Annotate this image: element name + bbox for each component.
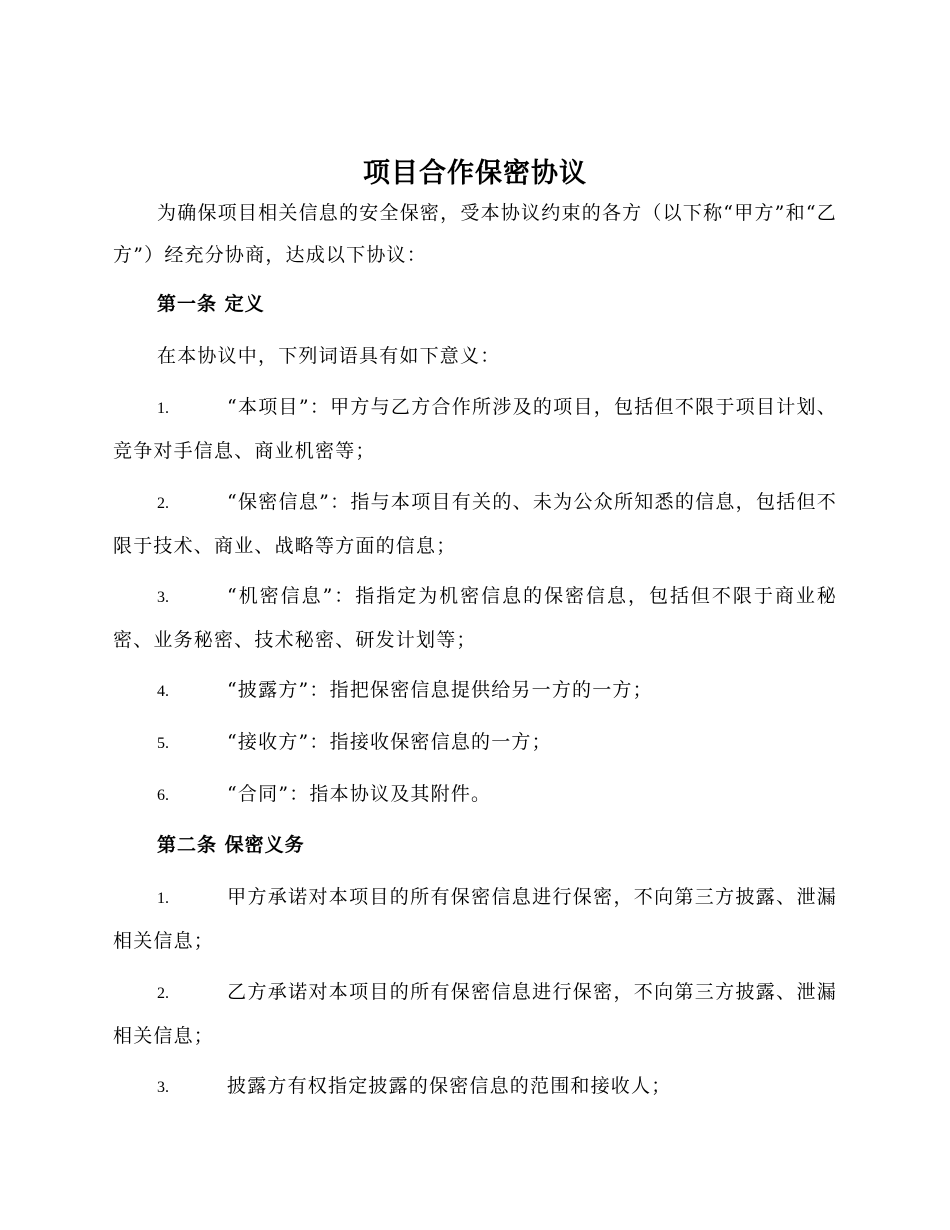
item-text: “本项目”：甲方与乙方合作所涉及的项目，包括但不限于项目计划、竞争对手信息、商业机密等； (113, 396, 837, 462)
item-text: 乙方承诺对本项目的所有保密信息进行保密，不向第三方披露、泄漏相关信息； (113, 981, 837, 1047)
item-number: 5. (157, 735, 169, 752)
item-number: 4. (157, 683, 169, 700)
item-number: 3. (157, 589, 169, 606)
section-1-item-1 (113, 386, 837, 472)
item-text: 披露方有权指定披露的保密信息的范围和接收人； (227, 1075, 672, 1097)
item-number: 1. (157, 890, 169, 907)
section-1-item-2 (113, 481, 837, 567)
section-2-heading: 第二条 保密义务 (157, 834, 305, 856)
item-number: 2. (157, 495, 169, 512)
item-text: “保密信息”：指与本项目有关的、未为公众所知悉的信息，包括但不限于技术、商业、战略等方面的信息； (113, 491, 837, 557)
item-text: “披露方”：指把保密信息提供给另一方的一方； (227, 679, 653, 701)
section-1-item-5 (113, 721, 837, 765)
section-2-item-2 (113, 971, 837, 1057)
item-number: 1. (157, 400, 169, 417)
item-text: “合同”：指本协议及其附件。 (227, 783, 492, 805)
item-text: 甲方承诺对本项目的所有保密信息进行保密，不向第三方披露、泄漏相关信息； (113, 886, 837, 952)
section-1-heading: 第一条 定义 (157, 293, 265, 315)
document-title: 项目合作保密协议 (363, 158, 587, 189)
item-text: “接收方”：指接收保密信息的一方； (227, 731, 552, 753)
section-1-item-3 (113, 575, 837, 661)
section-1-item-4 (113, 669, 837, 713)
intro-paragraph: 为确保项目相关信息的安全保密，受本协议约束的各方（以下称“甲方”和“乙方”）经充分协商，达成以下协议： (113, 202, 837, 266)
item-number: 2. (157, 985, 169, 1002)
section-1-item-6 (113, 773, 837, 817)
item-number: 3. (157, 1079, 169, 1096)
item-number: 6. (157, 787, 169, 804)
section-1-lead: 在本协议中，下列词语具有如下意义： (157, 345, 501, 367)
item-text: “机密信息”：指指定为机密信息的保密信息，包括但不限于商业秘密、业务秘密、技术秘密、研发计划等； (113, 585, 837, 651)
section-2-item-1 (113, 876, 837, 962)
section-2-item-3 (113, 1065, 837, 1109)
